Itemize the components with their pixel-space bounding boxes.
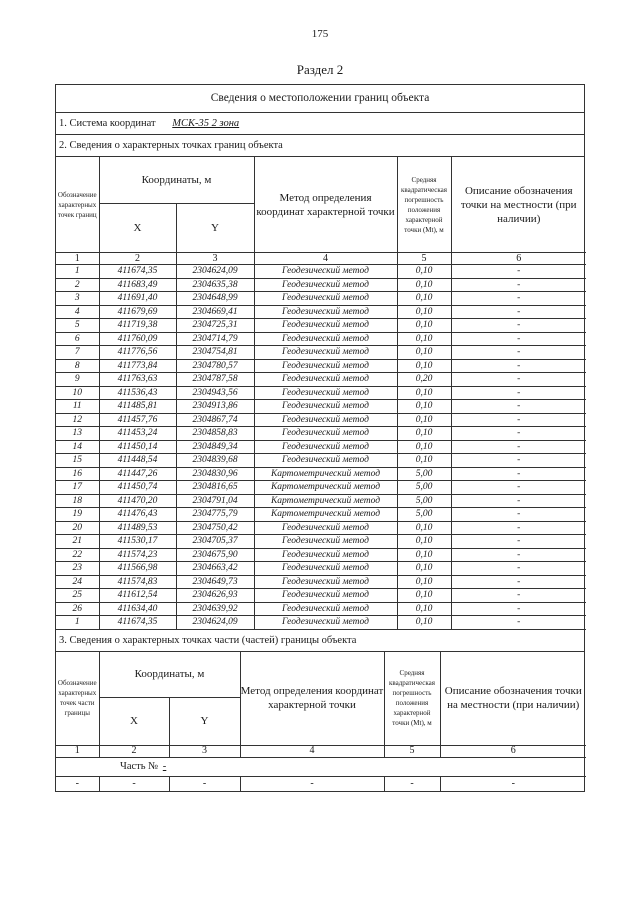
description-cell: - (451, 575, 586, 589)
accuracy-cell: 0,10 (397, 346, 451, 360)
accuracy-cell: 0,10 (397, 400, 451, 414)
method-cell: Геодезический метод (254, 359, 397, 373)
description-cell: - (451, 386, 586, 400)
point-number-cell: 1 (56, 265, 99, 279)
table-row (56, 616, 586, 630)
x-cell: 411574,83 (99, 575, 176, 589)
y-cell: 2304705,37 (176, 535, 254, 549)
table-row (56, 602, 586, 616)
point-number-cell: 26 (56, 602, 99, 616)
method-cell: Геодезический метод (254, 562, 397, 576)
part-empty-cell: - (56, 776, 99, 791)
column-number: 6 (440, 745, 586, 757)
coordinate-system-value: МСК-35 2 зона (172, 118, 240, 129)
accuracy-cell: 0,10 (397, 359, 451, 373)
accuracy-cell: 0,10 (397, 616, 451, 630)
description-cell: - (451, 481, 586, 495)
x-cell: 411691,40 (99, 292, 176, 306)
y-cell: 2304943,56 (176, 386, 254, 400)
y-cell: 2304849,34 (176, 440, 254, 454)
accuracy-cell: 5,00 (397, 481, 451, 495)
accuracy-cell: 0,10 (397, 319, 451, 333)
x-cell: 411450,74 (99, 481, 176, 495)
y-cell: 2304639,92 (176, 602, 254, 616)
y-cell: 2304624,09 (176, 265, 254, 279)
description-cell: - (451, 616, 586, 630)
point-number-cell: 25 (56, 589, 99, 603)
description-cell: - (451, 535, 586, 549)
y-cell: 2304780,57 (176, 359, 254, 373)
method-cell: Геодезический метод (254, 346, 397, 360)
method-cell: Геодезический метод (254, 373, 397, 387)
method-cell: Картометрический метод (254, 494, 397, 508)
column-number: 1 (56, 745, 99, 757)
part-empty-row (56, 776, 586, 791)
table-row (56, 494, 586, 508)
accuracy-cell: 0,10 (397, 562, 451, 576)
method-cell: Геодезический метод (254, 413, 397, 427)
accuracy-cell: 0,10 (397, 440, 451, 454)
x-cell: 411476,43 (99, 508, 176, 522)
method-cell: Геодезический метод (254, 386, 397, 400)
header-point-name: Обозначение характерных точек границ (56, 157, 99, 253)
accuracy-cell: 5,00 (397, 467, 451, 481)
part-empty-cell: - (240, 776, 384, 791)
x-cell: 411773,84 (99, 359, 176, 373)
point-number-cell: 4 (56, 305, 99, 319)
accuracy-cell: 0,10 (397, 535, 451, 549)
accuracy-cell: 0,10 (397, 548, 451, 562)
point-number-cell: 13 (56, 427, 99, 441)
y-cell: 2304648,99 (176, 292, 254, 306)
column-number: 2 (99, 253, 176, 265)
accuracy-cell: 0,10 (397, 413, 451, 427)
column-number: 6 (451, 253, 586, 265)
description-cell: - (451, 427, 586, 441)
x-cell: 411612,54 (99, 589, 176, 603)
method-cell: Геодезический метод (254, 535, 397, 549)
x-cell: 411530,17 (99, 535, 176, 549)
page-number: 175 (311, 28, 329, 40)
description-cell: - (451, 400, 586, 414)
description-cell: - (451, 494, 586, 508)
part-empty-cell: - (169, 776, 240, 791)
point-number-cell: 5 (56, 319, 99, 333)
table-row (56, 467, 586, 481)
table-row (56, 562, 586, 576)
y-cell: 2304839,68 (176, 454, 254, 468)
method-cell: Геодезический метод (254, 292, 397, 306)
column-number: 4 (240, 745, 384, 757)
y-cell: 2304791,04 (176, 494, 254, 508)
y-cell: 2304787,58 (176, 373, 254, 387)
x-cell: 411674,35 (99, 616, 176, 630)
method-cell: Геодезический метод (254, 521, 397, 535)
table-row (56, 535, 586, 549)
description-cell: - (451, 359, 586, 373)
part-header-method: Метод определения координат характерной точки (240, 652, 384, 746)
points-heading: 2. Сведения о характерных точках границ объекта (56, 135, 584, 157)
part-empty-cell: - (99, 776, 169, 791)
y-cell: 2304750,42 (176, 521, 254, 535)
x-cell: 411453,24 (99, 427, 176, 441)
method-cell: Геодезический метод (254, 319, 397, 333)
accuracy-cell: 0,10 (397, 265, 451, 279)
column-numbers-row (56, 253, 586, 265)
table-row (56, 319, 586, 333)
method-cell: Геодезический метод (254, 427, 397, 441)
point-number-cell: 18 (56, 494, 99, 508)
point-number-cell: 3 (56, 292, 99, 306)
description-cell: - (451, 373, 586, 387)
x-cell: 411470,20 (99, 494, 176, 508)
method-cell: Геодезический метод (254, 265, 397, 279)
method-cell: Геодезический метод (254, 616, 397, 630)
y-cell: 2304775,79 (176, 508, 254, 522)
description-cell: - (451, 413, 586, 427)
accuracy-cell: 0,10 (397, 454, 451, 468)
x-cell: 411760,09 (99, 332, 176, 346)
point-number-cell: 6 (56, 332, 99, 346)
y-cell: 2304626,93 (176, 589, 254, 603)
column-number: 2 (99, 745, 169, 757)
accuracy-cell: 0,20 (397, 373, 451, 387)
points-table (56, 157, 586, 630)
method-cell: Картометрический метод (254, 508, 397, 522)
x-cell: 411489,53 (99, 521, 176, 535)
column-number: 4 (254, 253, 397, 265)
y-cell: 2304675,90 (176, 548, 254, 562)
method-cell: Картометрический метод (254, 467, 397, 481)
method-cell: Геодезический метод (254, 400, 397, 414)
description-cell: - (451, 562, 586, 576)
description-cell: - (451, 521, 586, 535)
x-cell: 411776,56 (99, 346, 176, 360)
part-header-description: Описание обозначения точки на местности (при наличии) (440, 652, 586, 746)
column-number: 5 (397, 253, 451, 265)
header-y: Y (176, 204, 254, 253)
description-cell: - (451, 319, 586, 333)
point-number-cell: 8 (56, 359, 99, 373)
header-coords: Координаты, м (99, 157, 254, 204)
y-cell: 2304669,41 (176, 305, 254, 319)
table-row (56, 373, 586, 387)
column-number: 3 (169, 745, 240, 757)
point-number-cell: 15 (56, 454, 99, 468)
x-cell: 411457,76 (99, 413, 176, 427)
x-cell: 411763,63 (99, 373, 176, 387)
description-cell: - (451, 332, 586, 346)
description-cell: - (451, 265, 586, 279)
y-cell: 2304714,79 (176, 332, 254, 346)
accuracy-cell: 0,10 (397, 332, 451, 346)
column-number: 5 (384, 745, 440, 757)
point-number-cell: 20 (56, 521, 99, 535)
coordinate-system-line (56, 113, 584, 135)
point-number-cell: 19 (56, 508, 99, 522)
point-number-cell: 12 (56, 413, 99, 427)
point-number-cell: 21 (56, 535, 99, 549)
part-header-point-name: Обозначение характерных точек части границы (56, 652, 99, 746)
table-row (56, 548, 586, 562)
section-title: Раздел 2 (296, 62, 344, 77)
description-cell: - (451, 278, 586, 292)
boundary-document (55, 84, 585, 792)
coordinate-system-label: 1. Система координат (59, 118, 156, 129)
table-row (56, 589, 586, 603)
point-number-cell: 1 (56, 616, 99, 630)
y-cell: 2304858,83 (176, 427, 254, 441)
y-cell: 2304867,74 (176, 413, 254, 427)
table-row (56, 481, 586, 495)
point-number-cell: 16 (56, 467, 99, 481)
table-row (56, 278, 586, 292)
method-cell: Геодезический метод (254, 454, 397, 468)
y-cell: 2304624,09 (176, 616, 254, 630)
y-cell: 2304725,31 (176, 319, 254, 333)
accuracy-cell: 0,10 (397, 305, 451, 319)
part-empty-cell: - (384, 776, 440, 791)
table-row (56, 454, 586, 468)
table-row (56, 359, 586, 373)
table-row (56, 575, 586, 589)
description-cell: - (451, 346, 586, 360)
x-cell: 411448,54 (99, 454, 176, 468)
x-cell: 411719,38 (99, 319, 176, 333)
accuracy-cell: 0,10 (397, 278, 451, 292)
y-cell: 2304663,42 (176, 562, 254, 576)
part-header-coords: Координаты, м (99, 652, 240, 698)
x-cell: 411450,14 (99, 440, 176, 454)
description-cell: - (451, 548, 586, 562)
x-cell: 411447,26 (99, 467, 176, 481)
part-heading: 3. Сведения о характерных точках части (частей) границы объекта (56, 630, 584, 652)
description-cell: - (451, 467, 586, 481)
part-label-cell (56, 757, 586, 776)
part-label-row (56, 757, 586, 776)
table-row (56, 400, 586, 414)
accuracy-cell: 0,10 (397, 575, 451, 589)
x-cell: 411679,69 (99, 305, 176, 319)
x-cell: 411674,35 (99, 265, 176, 279)
column-number: 3 (176, 253, 254, 265)
table-row (56, 305, 586, 319)
point-number-cell: 10 (56, 386, 99, 400)
point-number-cell: 17 (56, 481, 99, 495)
description-cell: - (451, 440, 586, 454)
method-cell: Геодезический метод (254, 278, 397, 292)
description-cell: - (451, 305, 586, 319)
table-row (56, 292, 586, 306)
y-cell: 2304754,81 (176, 346, 254, 360)
accuracy-cell: 0,10 (397, 292, 451, 306)
point-number-cell: 24 (56, 575, 99, 589)
method-cell: Геодезический метод (254, 440, 397, 454)
table-row (56, 346, 586, 360)
method-cell: Геодезический метод (254, 602, 397, 616)
x-cell: 411574,23 (99, 548, 176, 562)
x-cell: 411485,81 (99, 400, 176, 414)
point-number-cell: 7 (56, 346, 99, 360)
description-cell: - (451, 589, 586, 603)
x-cell: 411566,98 (99, 562, 176, 576)
header-accuracy: Средняя квадратическая погрешность положения характерной точки (Мt), м (397, 157, 451, 253)
table-row (56, 386, 586, 400)
part-header-x: X (99, 697, 169, 745)
method-cell: Геодезический метод (254, 589, 397, 603)
point-number-cell: 23 (56, 562, 99, 576)
method-cell: Геодезический метод (254, 575, 397, 589)
accuracy-cell: 0,10 (397, 602, 451, 616)
part-number: - (162, 761, 167, 772)
point-number-cell: 11 (56, 400, 99, 414)
header-x: X (99, 204, 176, 253)
table-row (56, 440, 586, 454)
method-cell: Картометрический метод (254, 481, 397, 495)
accuracy-cell: 0,10 (397, 589, 451, 603)
y-cell: 2304816,65 (176, 481, 254, 495)
accuracy-cell: 0,10 (397, 521, 451, 535)
y-cell: 2304635,38 (176, 278, 254, 292)
description-cell: - (451, 508, 586, 522)
x-cell: 411536,43 (99, 386, 176, 400)
part-header-y: Y (169, 697, 240, 745)
accuracy-cell: 0,10 (397, 386, 451, 400)
table-row (56, 332, 586, 346)
accuracy-cell: 5,00 (397, 494, 451, 508)
point-number-cell: 14 (56, 440, 99, 454)
description-cell: - (451, 292, 586, 306)
point-number-cell: 22 (56, 548, 99, 562)
description-cell: - (451, 602, 586, 616)
part-label: Часть № (120, 761, 159, 772)
table-row (56, 508, 586, 522)
method-cell: Геодезический метод (254, 548, 397, 562)
point-number-cell: 2 (56, 278, 99, 292)
part-points-table (56, 652, 586, 791)
column-number: 1 (56, 253, 99, 265)
part-empty-cell: - (440, 776, 586, 791)
y-cell: 2304649,73 (176, 575, 254, 589)
y-cell: 2304830,96 (176, 467, 254, 481)
block-title: Сведения о местоположении границ объекта (56, 85, 584, 113)
part-header-accuracy: Средняя квадратическая погрешность положения характерной точки (Мt), м (384, 652, 440, 746)
x-cell: 411683,49 (99, 278, 176, 292)
accuracy-cell: 0,10 (397, 427, 451, 441)
table-row (56, 265, 586, 279)
header-method: Метод определения координат характерной точки (254, 157, 397, 253)
table-row (56, 413, 586, 427)
method-cell: Геодезический метод (254, 305, 397, 319)
x-cell: 411634,40 (99, 602, 176, 616)
part-column-numbers-row (56, 745, 586, 757)
point-number-cell: 9 (56, 373, 99, 387)
method-cell: Геодезический метод (254, 332, 397, 346)
description-cell: - (451, 454, 586, 468)
header-description: Описание обозначения точки на местности (при наличии) (451, 157, 586, 253)
accuracy-cell: 5,00 (397, 508, 451, 522)
table-row (56, 521, 586, 535)
table-row (56, 427, 586, 441)
y-cell: 2304913,86 (176, 400, 254, 414)
